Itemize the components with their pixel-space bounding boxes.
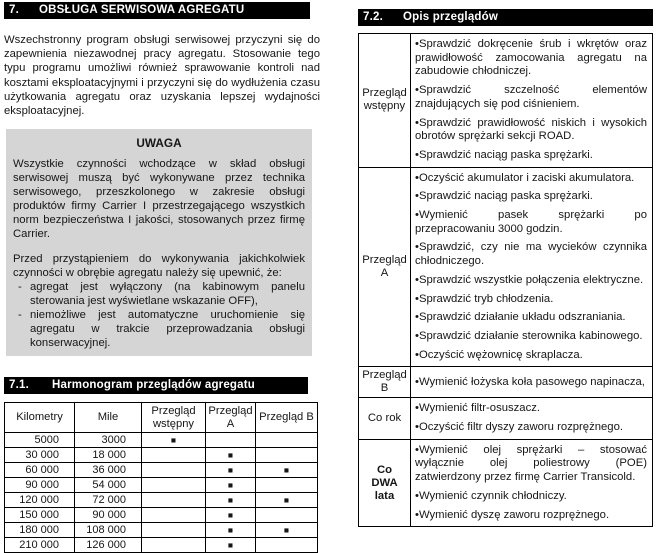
inspection-row-a xyxy=(359,167,653,367)
notice-paragraph-2: Przed przystąpieniem do wykonywania jakichkolwiek czynności w obrębie agregatu należy się upewnić, że: xyxy=(13,253,305,280)
inspection-items xyxy=(411,398,653,439)
mark-wstepny-cell: ■ xyxy=(142,433,206,448)
mark-a-cell: ■ xyxy=(206,538,256,553)
inspection-items xyxy=(411,439,653,527)
km-cell: 180 000 xyxy=(5,523,75,538)
section-7-1-title: Harmonogram przeglądów agregatu xyxy=(52,379,256,392)
section-7-title: OBSŁUGA SERWISOWA AGREGATU xyxy=(39,4,245,16)
inspection-row-wstepny xyxy=(359,34,653,168)
schedule-header-przeglad-wstepny: Przegląd wstępny xyxy=(142,403,206,433)
inspection-label-text: Co DWA lata xyxy=(371,463,398,502)
mile-cell: 54 000 xyxy=(75,478,142,493)
mile-cell: 72 000 xyxy=(75,493,142,508)
mile-cell: 36 000 xyxy=(75,463,142,478)
inspection-bullet: • Wymienić pasek sprężarki po przepracowaniu 3000 godzin. xyxy=(415,209,647,236)
inspection-bullet: • Sprawdzić działanie sterownika kabinowego. xyxy=(415,330,647,344)
section-7-1-number: 7.1. xyxy=(9,379,29,392)
mark-b-cell: ■ xyxy=(256,493,318,508)
inspection-label: Przegląd A xyxy=(359,167,411,367)
inspection-label: Przegląd wstępny xyxy=(359,34,411,168)
maintenance-schedule-table xyxy=(4,402,318,553)
mark-wstepny-cell xyxy=(142,493,206,508)
mark-b-cell xyxy=(256,433,318,448)
inspection-bullet: • Oczyścić akumulator i zaciski akumulatora. xyxy=(415,172,647,186)
schedule-header-przeglad-b: Przegląd B xyxy=(256,403,318,433)
section-7-number: 7. xyxy=(9,4,19,16)
inspection-bullet: • Sprawdzić, czy nie ma wycieków czynnika chłodniczego. xyxy=(415,241,647,268)
inspection-bullet: • Oczyścić filtr dyszy zaworu rozprężnego. xyxy=(415,421,647,435)
inspection-bullet: • Oczyścić wężownicę skraplacza. xyxy=(415,349,647,363)
mile-cell: 90 000 xyxy=(75,508,142,523)
km-cell: 210 000 xyxy=(5,538,75,553)
km-cell: 150 000 xyxy=(5,508,75,523)
mark-b-cell xyxy=(256,508,318,523)
schedule-header-mile: Mile xyxy=(75,403,142,433)
inspection-bullet: • Sprawdzić szczelność elementów znajdujących się pod ciśnieniem. xyxy=(415,84,647,111)
inspection-row-b xyxy=(359,367,653,398)
inspection-label xyxy=(359,439,411,527)
km-cell: 60 000 xyxy=(5,463,75,478)
km-cell: 5000 xyxy=(5,433,75,448)
inspection-bullet: • Wymienić łożyska koła pasowego napinacza, xyxy=(415,376,647,390)
mile-cell: 3000 xyxy=(75,433,142,448)
section-7-2-number: 7.2. xyxy=(363,11,383,23)
section-7-1-header xyxy=(4,377,308,394)
mark-wstepny-cell xyxy=(142,478,206,493)
inspection-label: Co rok xyxy=(359,398,411,439)
schedule-row xyxy=(5,493,318,508)
schedule-header-kilometry: Kilometry xyxy=(5,403,75,433)
left-column xyxy=(4,0,320,553)
section-7-2-header xyxy=(358,9,653,26)
inspection-bullet: • Wymienić olej sprężarki – stosować wyłącznie olej poliestrowy (POE) zatwierdzony przez firmę Carrier Transicold. xyxy=(415,444,647,485)
mark-b-cell xyxy=(256,538,318,553)
uwaga-notice-box xyxy=(6,129,312,356)
mark-a-cell: ■ xyxy=(206,478,256,493)
mark-a-cell: ■ xyxy=(206,463,256,478)
inspection-bullet: • Wymienić czynnik chłodniczy. xyxy=(415,490,647,504)
inspection-bullet: • Sprawdzić dokręcenie śrub i wkrętów oraz prawidłowość zamocowania agregatu na zabudowie chłodniczej. xyxy=(415,38,647,79)
schedule-row xyxy=(5,538,318,553)
mark-wstepny-cell xyxy=(142,463,206,478)
inspection-bullet: • Sprawdzić naciąg paska sprężarki. xyxy=(415,190,647,204)
schedule-row xyxy=(5,508,318,523)
inspection-bullet: • Sprawdzić wszystkie połączenia elektryczne. xyxy=(415,274,647,288)
km-cell: 30 000 xyxy=(5,448,75,463)
schedule-row xyxy=(5,433,318,448)
mark-wstepny-cell xyxy=(142,523,206,538)
notice-title: UWAGA xyxy=(136,136,182,151)
inspection-row-co-dwa-lata xyxy=(359,439,653,527)
mark-a-cell: ■ xyxy=(206,493,256,508)
mark-wstepny-cell xyxy=(142,448,206,463)
mark-b-cell xyxy=(256,448,318,463)
schedule-row xyxy=(5,448,318,463)
km-cell: 120 000 xyxy=(5,493,75,508)
section-7-2-title: Opis przeglądów xyxy=(403,11,499,23)
inspection-bullet: • Wymienić dyszę zaworu rozprężnego. xyxy=(415,509,647,523)
mark-a-cell: ■ xyxy=(206,508,256,523)
inspection-bullet: • Wymienić filtr-osuszacz. xyxy=(415,402,647,416)
mile-cell: 18 000 xyxy=(75,448,142,463)
mark-b-cell: ■ xyxy=(256,523,318,538)
inspection-bullet: • Sprawdzić działanie układu odszraniania. xyxy=(415,311,647,325)
mark-wstepny-cell xyxy=(142,508,206,523)
inspection-bullet: • Sprawdzić tryb chłodzenia. xyxy=(415,293,647,307)
schedule-row xyxy=(5,478,318,493)
schedule-row xyxy=(5,523,318,538)
intro-paragraph: Wszechstronny program obsługi serwisowej przyczyni się do zapewnienia niezawodnej pracy agregatu. Stosowanie tego typu programu umożliwi również sprawowanie kontroli nad kosztami eksploatacyjnymi i przyczyni się do wydłużenia czasu użytkowania agregatu oraz uzyskania lepszej wydajności eksploatacyjnej. xyxy=(4,34,320,118)
mark-b-cell: ■ xyxy=(256,463,318,478)
inspections-description-table xyxy=(358,33,653,527)
mark-a-cell xyxy=(206,433,256,448)
inspection-items xyxy=(411,34,653,168)
notice-list-item: - agregat jest wyłączony (na kabinowym panelu sterowania jest wyświetlane wskazanie OFF), xyxy=(13,280,305,308)
mark-a-cell: ■ xyxy=(206,448,256,463)
notice-paragraph-1: Wszystkie czynności wchodzące w skład obsługi serwisowej muszą być wykonywane przez technika serwisowego, przeszkolonego w zakresie obsługi produktów firmy Carrier I przestrzegającego wszystkich norm bezpieczeństwa I jakości, stosowanych przez firmę Carrier. xyxy=(13,158,305,241)
inspection-bullet: • Sprawdzić prawidłowość niskich i wysokich obrotów sprężarki sekcji ROAD. xyxy=(415,117,647,144)
section-7-header xyxy=(4,2,310,19)
inspection-items xyxy=(411,167,653,367)
mark-a-cell: ■ xyxy=(206,523,256,538)
schedule-header-przeglad-a: Przegląd A xyxy=(206,403,256,433)
notice-list-item: - niemożliwe jest automatyczne uruchomienie się agregatu w trakcie przeprowadzania obsługi konserwacyjnej. xyxy=(13,308,305,350)
schedule-row xyxy=(5,463,318,478)
right-column xyxy=(358,0,656,527)
notice-dash-list xyxy=(13,280,305,350)
mile-cell: 108 000 xyxy=(75,523,142,538)
schedule-header-row xyxy=(5,403,318,433)
inspection-label: Przegląd B xyxy=(359,367,411,398)
mark-wstepny-cell xyxy=(142,538,206,553)
mark-b-cell xyxy=(256,478,318,493)
inspection-bullet: • Sprawdzić naciąg paska sprężarki. xyxy=(415,149,647,163)
inspection-items xyxy=(411,367,653,398)
mile-cell: 126 000 xyxy=(75,538,142,553)
inspection-row-co-rok xyxy=(359,398,653,439)
km-cell: 90 000 xyxy=(5,478,75,493)
